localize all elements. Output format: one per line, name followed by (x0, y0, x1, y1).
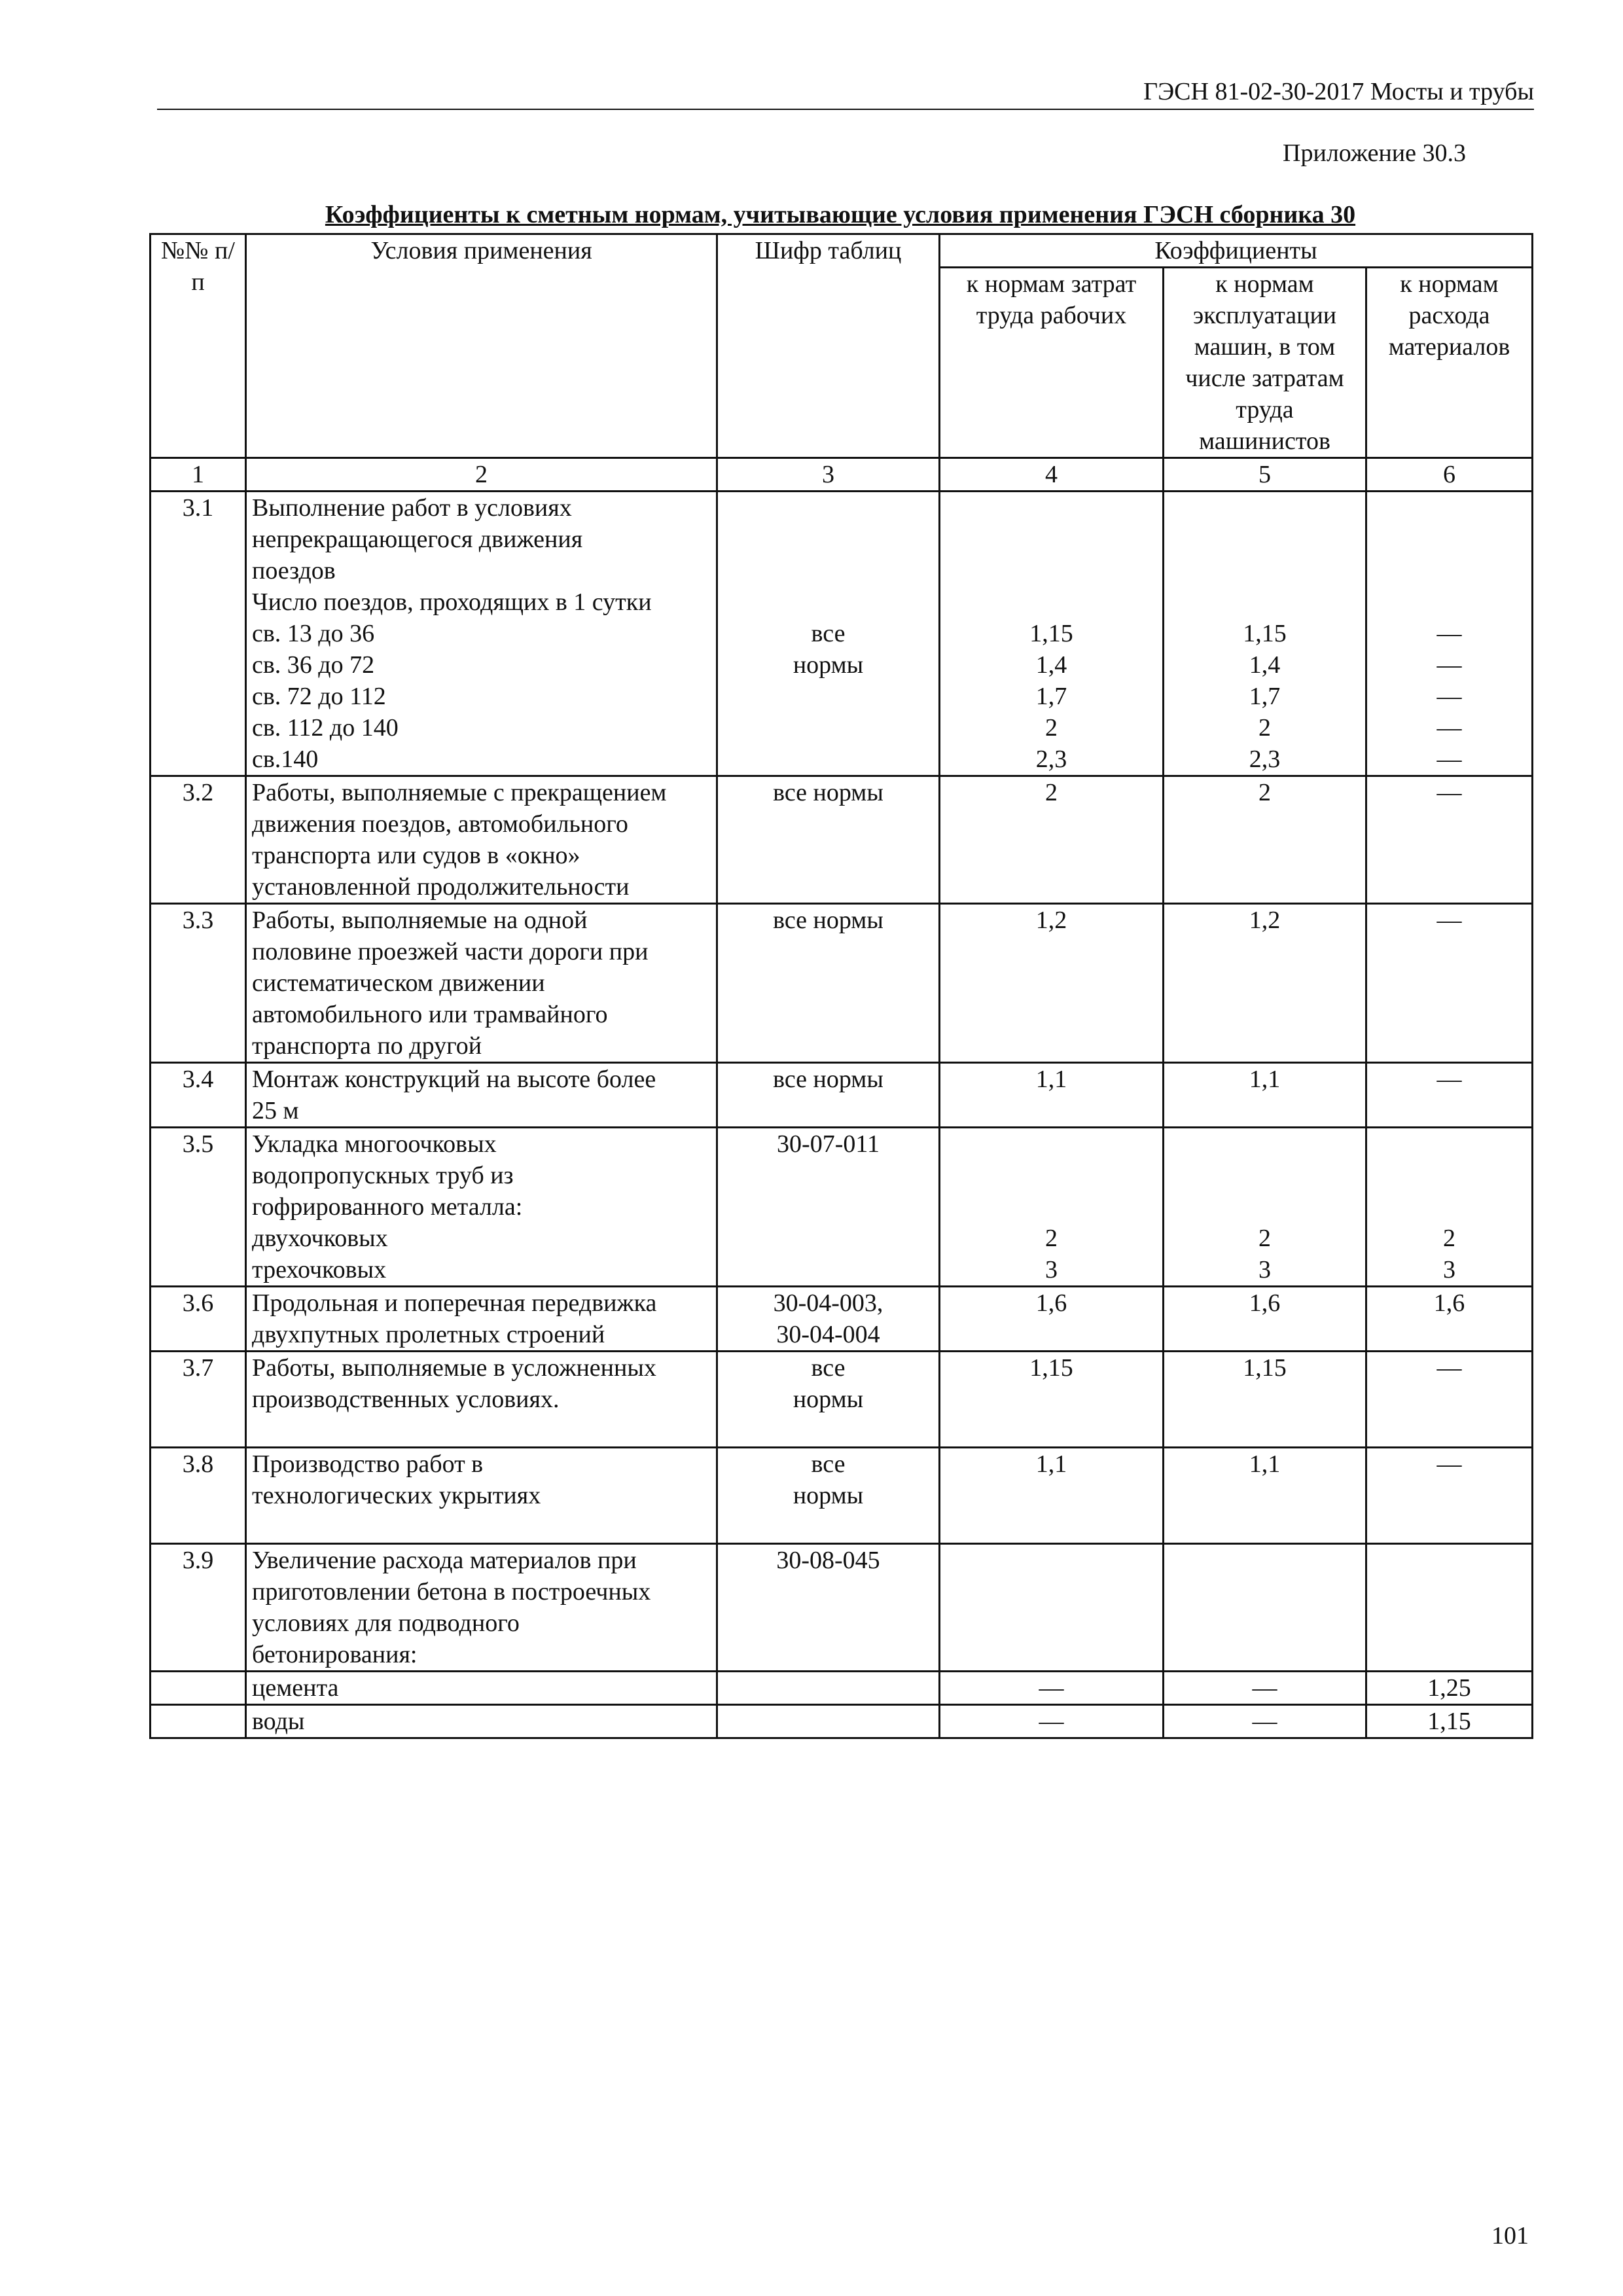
conditions-cell (246, 904, 717, 1063)
conditions-cell-line: воды (252, 1708, 305, 1735)
materials-coef-cell-line: 2 (1443, 1225, 1455, 1252)
column-number-cell: 3 (717, 458, 940, 492)
conditions-cell-line: св. 72 до 112 (252, 683, 386, 710)
conditions-cell-line: св. 13 до 36 (252, 620, 375, 647)
conditions-cell-line: Работы, выполняемые в усложненных (252, 1354, 656, 1382)
row-number-cell: 3.3 (151, 904, 246, 1063)
table-code-cell-line (723, 744, 933, 775)
labor-coef-cell (940, 492, 1164, 776)
machines-coef-cell (1164, 1448, 1366, 1544)
conditions-cell-line: транспорта по другой (252, 1032, 482, 1060)
table-code-cell-line (723, 492, 933, 524)
machines-coef-cell-line: 1,6 (1249, 1289, 1281, 1317)
labor-coef-cell (940, 1128, 1164, 1287)
materials-coef-cell (1366, 776, 1533, 904)
machines-coef-cell (1164, 1672, 1366, 1705)
machines-coef-cell (1164, 776, 1366, 904)
header-machines: к нормам эксплуатации машин, в том числе затратам труда машинистов (1164, 268, 1366, 458)
conditions-cell-line: производственных условиях. (252, 1386, 560, 1413)
table-code-cell (717, 776, 940, 904)
machines-coef-cell-line (1169, 492, 1360, 524)
labor-coef-cell-line: 1,1 (1035, 1450, 1067, 1478)
table-code-cell-line: 30-08-045 (776, 1547, 880, 1574)
conditions-cell-line: транспорта или судов в «окно» (252, 842, 580, 869)
labor-coef-cell-line: 2 (1045, 1225, 1058, 1252)
table-row (151, 1448, 1533, 1544)
conditions-cell (246, 776, 717, 904)
table-row (151, 1128, 1533, 1287)
table-code-cell-line: нормы (793, 651, 864, 679)
conditions-cell-line: водопропускных труб из (252, 1162, 514, 1189)
labor-coef-cell-line: — (1039, 1674, 1064, 1702)
document-title: ГЭСН 81-02-30-2017 Мосты и трубы (1143, 78, 1534, 105)
table-code-cell-line: нормы (793, 1482, 864, 1509)
machines-coef-cell (1164, 1705, 1366, 1738)
conditions-cell-line: приготовлении бетона в построечных (252, 1578, 651, 1605)
table-code-cell (717, 904, 940, 1063)
column-number-cell: 1 (151, 458, 246, 492)
labor-coef-cell-line: 1,4 (1035, 651, 1067, 679)
machines-coef-cell-line: 2 (1258, 714, 1271, 742)
table-code-cell (717, 1448, 940, 1544)
conditions-cell-line (252, 1511, 711, 1543)
materials-coef-cell-line (1372, 1128, 1526, 1160)
labor-coef-cell (940, 1352, 1164, 1448)
table-row (151, 1544, 1533, 1672)
table-code-cell-line: все нормы (773, 1066, 883, 1093)
header-number: №№ п/п (151, 234, 246, 458)
conditions-cell-line: Работы, выполняемые на одной (252, 906, 588, 934)
machines-coef-cell-line (1169, 524, 1360, 555)
materials-coef-cell-line: 1,15 (1427, 1708, 1471, 1735)
labor-coef-cell-line: 1,7 (1035, 683, 1067, 710)
conditions-cell (246, 1448, 717, 1544)
conditions-cell-line: Работы, выполняемые с прекращением (252, 779, 667, 806)
column-number-cell: 4 (940, 458, 1164, 492)
table-code-cell-line: все (811, 620, 846, 647)
conditions-cell-line (252, 1415, 711, 1446)
row-number-cell: 3.7 (151, 1352, 246, 1448)
conditions-cell-line: двухочковых (252, 1225, 388, 1252)
conditions-cell-line: Монтаж конструкций на высоте более (252, 1066, 656, 1093)
labor-coef-cell-line (946, 555, 1157, 586)
machines-coef-cell (1164, 492, 1366, 776)
table-row (151, 1672, 1533, 1705)
machines-coef-cell-line: 1,15 (1243, 1354, 1287, 1382)
conditions-cell-line: св.140 (252, 745, 319, 773)
labor-coef-cell-line: 3 (1045, 1256, 1058, 1283)
labor-coef-cell-line: — (1039, 1708, 1064, 1735)
conditions-cell-line: условиях для подводного (252, 1609, 520, 1637)
labor-coef-cell (940, 1063, 1164, 1128)
table-code-cell-line (723, 1223, 933, 1254)
labor-coef-cell-line: 1,15 (1029, 1354, 1073, 1382)
materials-coef-cell (1366, 1063, 1533, 1128)
labor-coef-cell-line (946, 524, 1157, 555)
table-code-cell-line: 30-07-011 (777, 1130, 880, 1158)
table-row (151, 1352, 1533, 1448)
table-code-cell (717, 1352, 940, 1448)
materials-coef-cell-line: — (1436, 620, 1462, 647)
conditions-cell-line: св. 36 до 72 (252, 651, 375, 679)
conditions-cell-line: установленной продолжительности (252, 873, 630, 901)
table-code-cell-line (723, 555, 933, 586)
coefficients-table (149, 233, 1533, 1739)
table-code-cell (717, 1544, 940, 1672)
table-code-cell-line (723, 524, 933, 555)
page-number: 101 (1491, 2222, 1529, 2250)
row-number-cell: 3.1 (151, 492, 246, 776)
materials-coef-cell (1366, 1448, 1533, 1544)
table-code-cell-line: все нормы (773, 779, 883, 806)
conditions-cell-line: 25 м (252, 1097, 299, 1124)
table-code-cell (717, 492, 940, 776)
table-code-cell (717, 1063, 940, 1128)
table-code-cell-line (723, 681, 933, 712)
labor-coef-cell (940, 1544, 1164, 1672)
header-divider (157, 109, 1534, 110)
table-code-cell-line: все (811, 1354, 846, 1382)
table-code-cell-line (723, 712, 933, 744)
materials-coef-cell-line: — (1436, 779, 1462, 806)
machines-coef-cell-line (1169, 1160, 1360, 1191)
labor-coef-cell (940, 1705, 1164, 1738)
table-row (151, 1063, 1533, 1128)
table-code-cell (717, 1672, 940, 1705)
labor-coef-cell-line: 1,2 (1035, 906, 1067, 934)
materials-coef-cell (1366, 1544, 1533, 1672)
conditions-cell-line: движения поездов, автомобильного (252, 810, 628, 838)
materials-coef-cell-line: — (1436, 1450, 1462, 1478)
materials-coef-cell (1366, 904, 1533, 1063)
machines-coef-cell-line: 3 (1258, 1256, 1271, 1283)
conditions-cell-line: Увеличение расхода материалов при (252, 1547, 637, 1574)
table-code-cell (717, 1705, 940, 1738)
machines-coef-cell (1164, 1287, 1366, 1352)
table-code-cell-line (723, 586, 933, 618)
conditions-cell (246, 1672, 717, 1705)
conditions-cell (246, 1352, 717, 1448)
header-conditions: Условия применения (246, 234, 717, 458)
row-number-cell: 3.9 (151, 1544, 246, 1672)
materials-coef-cell-line: — (1436, 651, 1462, 679)
labor-coef-cell-line (946, 1160, 1157, 1191)
header-coefficients-group: Коэффициенты (940, 234, 1533, 268)
materials-coef-cell-line (1372, 1160, 1526, 1191)
materials-coef-cell-line: 1,6 (1433, 1289, 1465, 1317)
row-number-cell: 3.4 (151, 1063, 246, 1128)
labor-coef-cell-line (946, 492, 1157, 524)
table-code-cell-line (723, 1191, 933, 1223)
conditions-cell-line: половине проезжей части дороги при (252, 938, 649, 965)
header-materials: к нормам расхода материалов (1366, 268, 1533, 458)
labor-coef-cell-line (946, 586, 1157, 618)
table-row (151, 1705, 1533, 1738)
table-row (151, 776, 1533, 904)
conditions-cell-line: технологических укрытиях (252, 1482, 541, 1509)
materials-coef-cell-line (1372, 1191, 1526, 1223)
conditions-cell (246, 1128, 717, 1287)
labor-coef-cell-line: 1,1 (1035, 1066, 1067, 1093)
conditions-cell-line: гофрированного металла: (252, 1193, 523, 1221)
labor-coef-cell (940, 776, 1164, 904)
machines-coef-cell-line: 2 (1258, 779, 1271, 806)
materials-coef-cell (1366, 1705, 1533, 1738)
conditions-cell-line: двухпутных пролетных строений (252, 1321, 605, 1348)
materials-coef-cell-line (1372, 492, 1526, 524)
header-table-code: Шифр таблиц (717, 234, 940, 458)
materials-coef-cell (1366, 1672, 1533, 1705)
column-number-cell: 2 (246, 458, 717, 492)
table-code-cell-line: 30-04-004 (776, 1321, 880, 1348)
labor-coef-cell-line: 2 (1045, 714, 1058, 742)
conditions-cell-line: автомобильного или трамвайного (252, 1001, 608, 1028)
machines-coef-cell (1164, 1544, 1366, 1672)
machines-coef-cell-line (1169, 1191, 1360, 1223)
materials-coef-cell-line: 3 (1443, 1256, 1455, 1283)
materials-coef-cell (1366, 1287, 1533, 1352)
conditions-cell-line: Число поездов, проходящих в 1 сутки (252, 588, 652, 616)
table-code-cell (717, 1287, 940, 1352)
conditions-cell (246, 1705, 717, 1738)
labor-coef-cell-line: 1,15 (1029, 620, 1073, 647)
machines-coef-cell-line: 2 (1258, 1225, 1271, 1252)
materials-coef-cell-line: — (1436, 906, 1462, 934)
conditions-cell-line: непрекращающегося движения (252, 526, 583, 553)
materials-coef-cell-line: — (1436, 745, 1462, 773)
machines-coef-cell (1164, 904, 1366, 1063)
conditions-cell-line: Производство работ в (252, 1450, 484, 1478)
machines-coef-cell-line (1169, 586, 1360, 618)
conditions-cell (246, 492, 717, 776)
conditions-cell-line: систематическом движении (252, 969, 545, 997)
materials-coef-cell (1366, 1352, 1533, 1448)
machines-coef-cell-line: 1,7 (1249, 683, 1281, 710)
header-row-top (151, 234, 1533, 268)
machines-coef-cell-line (1169, 1128, 1360, 1160)
materials-coef-cell-line: 1,25 (1427, 1674, 1471, 1702)
machines-coef-cell-line: 1,2 (1249, 906, 1281, 934)
table-row (151, 1287, 1533, 1352)
table-row (151, 904, 1533, 1063)
conditions-cell-line: Выполнение работ в условиях (252, 494, 572, 522)
materials-coef-cell-line: — (1436, 1066, 1462, 1093)
machines-coef-cell-line: 1,1 (1249, 1450, 1281, 1478)
machines-coef-cell-line: — (1252, 1708, 1277, 1735)
header-labor: к нормам затрат труда рабочих (940, 268, 1164, 458)
machines-coef-cell (1164, 1063, 1366, 1128)
labor-coef-cell-line (946, 1545, 1157, 1576)
machines-coef-cell-line (1169, 1545, 1360, 1576)
conditions-cell-line: поездов (252, 557, 336, 584)
conditions-cell (246, 1287, 717, 1352)
table-row (151, 492, 1533, 776)
materials-coef-cell-line: — (1436, 683, 1462, 710)
row-number-cell: 3.6 (151, 1287, 246, 1352)
table-code-cell-line (723, 1672, 933, 1704)
labor-coef-cell-line (946, 1128, 1157, 1160)
conditions-cell-line: бетонирования: (252, 1641, 418, 1668)
labor-coef-cell-line: 2,3 (1035, 745, 1067, 773)
conditions-cell-line: трехочковых (252, 1256, 387, 1283)
table-code-cell-line: 30-04-003, (773, 1289, 883, 1317)
table-code-cell-line: все (811, 1450, 846, 1478)
labor-coef-cell (940, 1287, 1164, 1352)
conditions-cell-line: св. 112 до 140 (252, 714, 399, 742)
conditions-cell (246, 1544, 717, 1672)
machines-coef-cell (1164, 1128, 1366, 1287)
materials-coef-cell-line (1372, 1545, 1526, 1576)
column-number-cell: 6 (1366, 458, 1533, 492)
materials-coef-cell (1366, 492, 1533, 776)
materials-coef-cell-line (1372, 524, 1526, 555)
column-number-row (151, 458, 1533, 492)
labor-coef-cell-line: 1,6 (1035, 1289, 1067, 1317)
labor-coef-cell (940, 904, 1164, 1063)
row-number-cell: 3.5 (151, 1128, 246, 1287)
conditions-cell-line: Продольная и поперечная передвижка (252, 1289, 657, 1317)
labor-coef-cell (940, 1672, 1164, 1705)
labor-coef-cell-line (946, 1191, 1157, 1223)
materials-coef-cell-line: — (1436, 1354, 1462, 1382)
table-title: Коэффициенты к сметным нормам, учитывающие условия применения ГЭСН сборника 30 (325, 201, 1356, 228)
materials-coef-cell-line: — (1436, 714, 1462, 742)
table-code-cell-line: все нормы (773, 906, 883, 934)
machines-coef-cell-line (1169, 555, 1360, 586)
machines-coef-cell-line: 1,15 (1243, 620, 1287, 647)
conditions-cell (246, 1063, 717, 1128)
machines-coef-cell-line: 1,1 (1249, 1066, 1281, 1093)
row-number-cell: 3.8 (151, 1448, 246, 1544)
row-number-cell (151, 1672, 246, 1705)
row-number-cell (151, 1705, 246, 1738)
table-code-cell-line (723, 1254, 933, 1285)
labor-coef-cell-line: 2 (1045, 779, 1058, 806)
column-number-cell: 5 (1164, 458, 1366, 492)
materials-coef-cell-line (1372, 555, 1526, 586)
machines-coef-cell-line: — (1252, 1674, 1277, 1702)
conditions-cell-line: Укладка многоочковых (252, 1130, 497, 1158)
table-code-cell-line (723, 1160, 933, 1191)
machines-coef-cell-line: 2,3 (1249, 745, 1281, 773)
appendix-label: Приложение 30.3 (1283, 139, 1466, 167)
machines-coef-cell (1164, 1352, 1366, 1448)
labor-coef-cell (940, 1448, 1164, 1544)
table-code-cell (717, 1128, 940, 1287)
table-code-cell-line (723, 1706, 933, 1737)
conditions-cell-line: цемента (252, 1674, 339, 1702)
table-code-cell-line: нормы (793, 1386, 864, 1413)
materials-coef-cell (1366, 1128, 1533, 1287)
row-number-cell: 3.2 (151, 776, 246, 904)
machines-coef-cell-line: 1,4 (1249, 651, 1281, 679)
materials-coef-cell-line (1372, 586, 1526, 618)
